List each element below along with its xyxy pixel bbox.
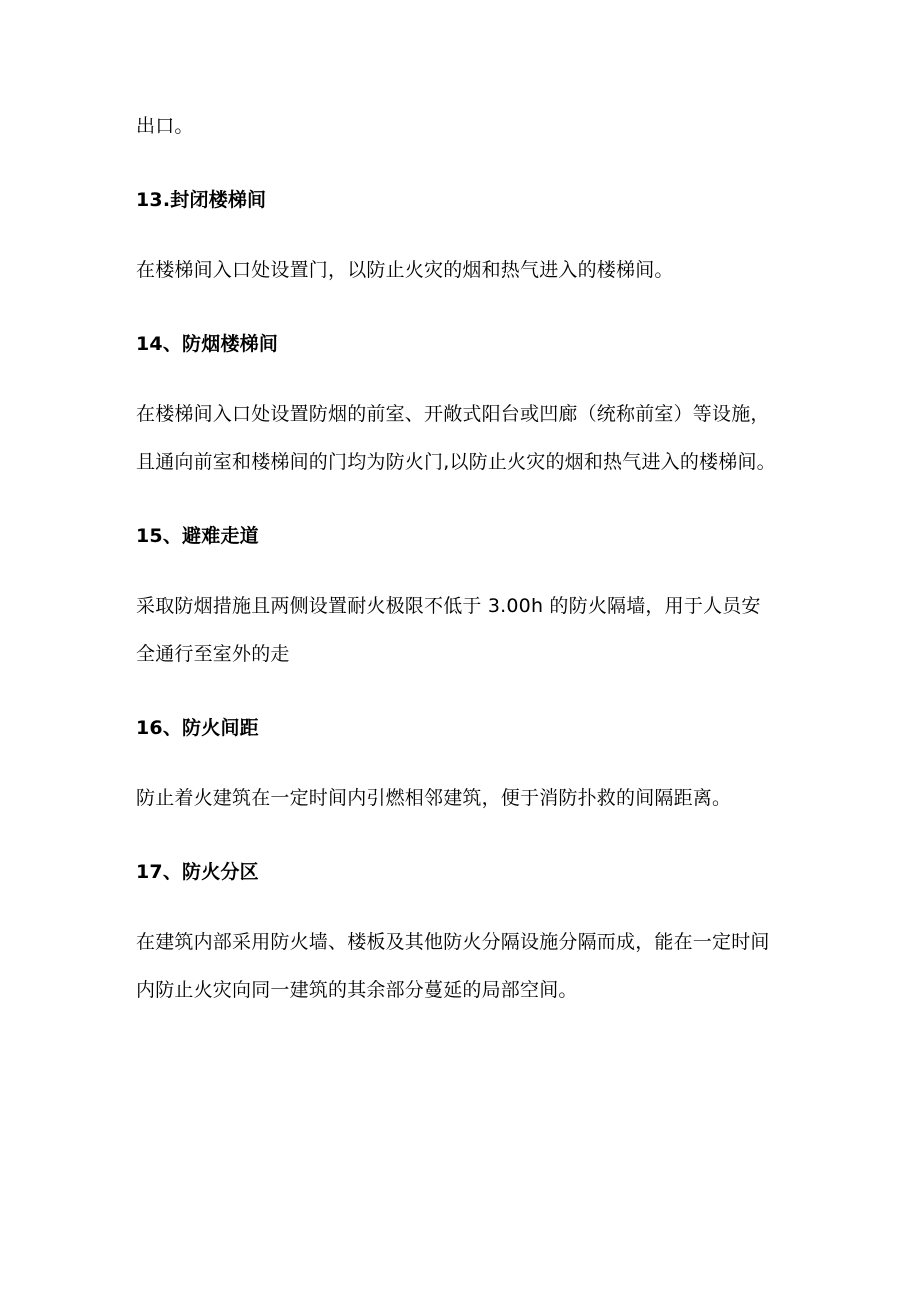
section-16-heading: 16、防火间距 <box>136 717 259 739</box>
section-17-line-1: 在建筑内部采用防火墙、楼板及其他防火分隔设施分隔而成，能在一定时间 <box>136 931 770 953</box>
section-13-line-1: 在楼梯间入口处设置门，以防止火灾的烟和热气进入的楼梯间。 <box>136 259 674 281</box>
section-13-heading: 13.封闭楼梯间 <box>136 189 267 211</box>
section-15-heading: 15、避难走道 <box>136 525 259 547</box>
section-15-line-2: 全通行至室外的走 <box>136 643 290 665</box>
section-16-line-1: 防止着火建筑在一定时间内引燃相邻建筑，便于消防扑救的间隔距离。 <box>136 787 732 809</box>
section-14-line-2: 且通向前室和楼梯间的门均为防火门,以防止火灾的烟和热气进入的楼梯间。 <box>136 451 776 473</box>
section-17-heading: 17、防火分区 <box>136 861 259 883</box>
section-17-line-2: 内防止火灾向同一建筑的其余部分蔓延的局部空间。 <box>136 979 578 1001</box>
section-15-line-1: 采取防烟措施且两侧设置耐火极限不低于 3.00h 的防火隔墙，用于人员安 <box>136 595 761 617</box>
continuation-text: 出口。 <box>136 115 194 137</box>
section-14-line-1: 在楼梯间入口处设置防烟的前室、开敞式阳台或凹廊（统称前室）等设施， <box>136 403 770 425</box>
section-14-heading: 14、防烟楼梯间 <box>136 333 279 355</box>
